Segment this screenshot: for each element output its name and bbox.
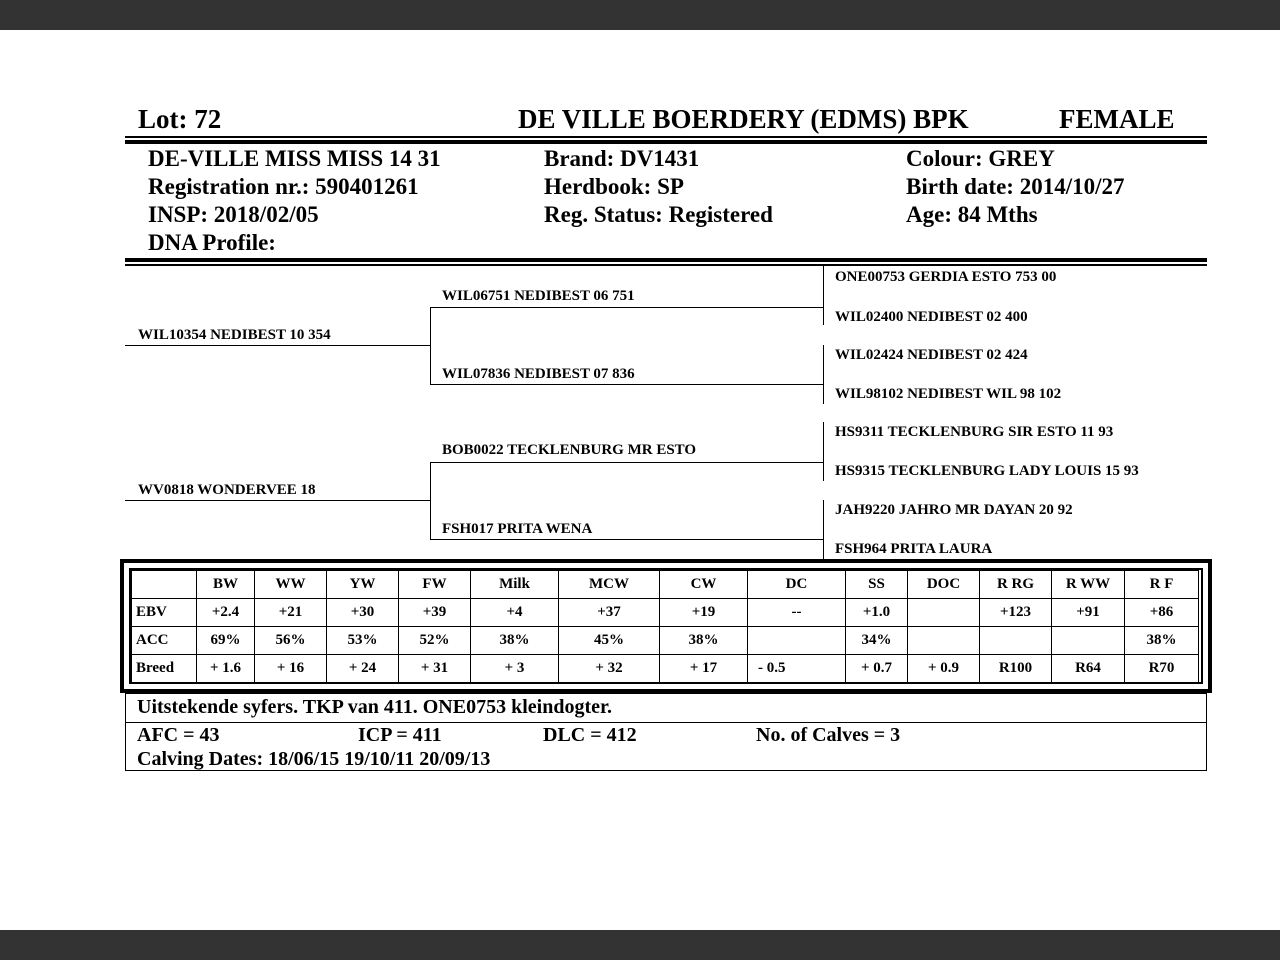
ebv-cell: R100 <box>980 655 1052 683</box>
ebv-col-header: R WW <box>1052 571 1125 599</box>
ebv-cell: 45% <box>559 627 660 655</box>
ebv-cell: +39 <box>399 599 471 627</box>
ebv-cell: + 16 <box>255 655 327 683</box>
ebv-cell: - 0.5 <box>748 655 846 683</box>
notes-separator <box>126 722 1206 723</box>
ebv-cell: 38% <box>1125 627 1199 655</box>
calving-dates: Calving Dates: 18/06/15 19/10/11 20/09/13 <box>137 748 491 770</box>
top-frame-bar <box>0 0 1280 30</box>
afc-value: AFC = 43 <box>137 724 220 746</box>
ebv-cell: 34% <box>846 627 908 655</box>
ebv-cell: +91 <box>1052 599 1125 627</box>
ebv-cell: +4 <box>471 599 559 627</box>
pedigree-gg-7: JAH9220 JAHRO MR DAYAN 20 92 <box>835 502 1073 518</box>
birth-date: Birth date: 2014/10/27 <box>906 174 1125 199</box>
header-rule-thin <box>125 136 1207 138</box>
notes-comment: Uitstekende syfers. TKP van 411. ONE0753 kleindogter. <box>137 696 613 718</box>
ebv-cell: +123 <box>980 599 1052 627</box>
ebv-col-header: Milk <box>471 571 559 599</box>
colour: Colour: GREY <box>906 146 1055 171</box>
ebv-cell: 38% <box>660 627 748 655</box>
ebv-cell: +1.0 <box>846 599 908 627</box>
registration-status: Reg. Status: Registered <box>544 202 773 227</box>
herdbook: Herdbook: SP <box>544 174 684 199</box>
pedigree-sire-dam: WIL07836 NEDIBEST 07 836 <box>442 366 635 382</box>
ebv-row-acc <box>132 627 1199 655</box>
ebv-col-header: BW <box>197 571 255 599</box>
pedigree-line-dam <box>125 500 430 501</box>
pedigree-bracket-ds <box>823 422 824 481</box>
inspection-date: INSP: 2018/02/05 <box>148 202 319 227</box>
ebv-table <box>131 570 1199 683</box>
animal-name: DE-VILLE MISS MISS 14 31 <box>148 146 441 171</box>
registration-number: Registration nr.: 590401261 <box>148 174 419 199</box>
pedigree-line-dd <box>430 539 823 540</box>
dna-profile: DNA Profile: <box>148 230 276 255</box>
ebv-table-frame <box>120 559 1212 693</box>
ebv-cell: 69% <box>197 627 255 655</box>
ebv-cell <box>748 627 846 655</box>
ebv-row-label: Breed <box>132 655 197 683</box>
ebv-cell: + 3 <box>471 655 559 683</box>
pedigree-gg-4: WIL98102 NEDIBEST WIL 98 102 <box>835 386 1062 402</box>
ebv-cell: + 32 <box>559 655 660 683</box>
ebv-col-header: DOC <box>908 571 980 599</box>
ebv-cell: +19 <box>660 599 748 627</box>
ebv-col-header: YW <box>327 571 399 599</box>
ebv-header-row <box>132 571 1199 599</box>
bottom-frame-bar <box>0 930 1280 960</box>
ebv-col-header: WW <box>255 571 327 599</box>
pedigree-bracket-ss <box>823 266 824 325</box>
pedigree-line-ss <box>430 307 823 308</box>
ebv-header-corner <box>132 571 197 599</box>
calves-count: No. of Calves = 3 <box>756 724 901 746</box>
ebv-cell: +86 <box>1125 599 1199 627</box>
ebv-cell: + 1.6 <box>197 655 255 683</box>
ebv-cell: +21 <box>255 599 327 627</box>
pedigree-line-ds <box>430 462 823 463</box>
ebv-cell: -- <box>748 599 846 627</box>
info-rule-thin <box>125 264 1207 266</box>
ebv-cell: R64 <box>1052 655 1125 683</box>
ebv-cell: +2.4 <box>197 599 255 627</box>
pedigree-sire-sire: WIL06751 NEDIBEST 06 751 <box>442 288 635 304</box>
pedigree-sire: WIL10354 NEDIBEST 10 354 <box>138 327 331 343</box>
ebv-row-ebv <box>132 599 1199 627</box>
ebv-cell: R70 <box>1125 655 1199 683</box>
ebv-cell: 56% <box>255 627 327 655</box>
ebv-cell <box>980 627 1052 655</box>
ebv-cell: 53% <box>327 627 399 655</box>
pedigree-dam-dam: FSH017 PRITA WENA <box>442 521 593 537</box>
ebv-row-label: EBV <box>132 599 197 627</box>
dlc-value: DLC = 412 <box>543 724 637 746</box>
ebv-col-header: MCW <box>559 571 660 599</box>
info-rule-thick <box>125 258 1207 262</box>
ebv-cell <box>908 599 980 627</box>
ebv-cell: +30 <box>327 599 399 627</box>
pedigree-gg-3: WIL02424 NEDIBEST 02 424 <box>835 347 1028 363</box>
ebv-col-header: R RG <box>980 571 1052 599</box>
pedigree-bracket-dd <box>823 500 824 559</box>
pedigree-line-sire <box>125 345 430 346</box>
ebv-cell: + 31 <box>399 655 471 683</box>
lot-number: Lot: 72 <box>138 104 222 134</box>
ebv-row-label: ACC <box>132 627 197 655</box>
ebv-row-breed <box>132 655 1199 683</box>
ebv-col-header: DC <box>748 571 846 599</box>
age: Age: 84 Mths <box>906 202 1038 227</box>
ebv-cell: 52% <box>399 627 471 655</box>
ebv-cell <box>1052 627 1125 655</box>
ebv-cell: + 0.7 <box>846 655 908 683</box>
breeder-name: DE VILLE BOERDERY (EDMS) BPK <box>518 104 969 134</box>
pedigree-gg-2: WIL02400 NEDIBEST 02 400 <box>835 309 1028 325</box>
pedigree-gg-1: ONE00753 GERDIA ESTO 753 00 <box>835 269 1057 285</box>
pedigree-line-sd <box>430 384 823 385</box>
ebv-col-header: CW <box>660 571 748 599</box>
sex-label: FEMALE <box>1059 104 1175 134</box>
ebv-table-inner-frame <box>129 568 1203 684</box>
ebv-col-header: R F <box>1125 571 1199 599</box>
ebv-cell: + 17 <box>660 655 748 683</box>
ebv-cell: 38% <box>471 627 559 655</box>
pedigree-gg-8: FSH964 PRITA LAURA <box>835 541 993 557</box>
icp-value: ICP = 411 <box>358 724 442 746</box>
pedigree-bracket-sd <box>823 345 824 404</box>
ebv-cell <box>908 627 980 655</box>
pedigree-bracket-dam <box>430 462 431 539</box>
ebv-col-header: SS <box>846 571 908 599</box>
ebv-col-header: FW <box>399 571 471 599</box>
brand: Brand: DV1431 <box>544 146 700 171</box>
ebv-cell: +37 <box>559 599 660 627</box>
pedigree-bracket-sire <box>430 307 431 384</box>
ebv-cell: + 0.9 <box>908 655 980 683</box>
pedigree-dam: WV0818 WONDERVEE 18 <box>138 482 316 498</box>
pedigree-dam-sire: BOB0022 TECKLENBURG MR ESTO <box>442 442 697 458</box>
header-rule-thick <box>125 140 1207 144</box>
pedigree-gg-5: HS9311 TECKLENBURG SIR ESTO 11 93 <box>835 424 1114 440</box>
pedigree-gg-6: HS9315 TECKLENBURG LADY LOUIS 15 93 <box>835 463 1139 479</box>
ebv-cell: + 24 <box>327 655 399 683</box>
